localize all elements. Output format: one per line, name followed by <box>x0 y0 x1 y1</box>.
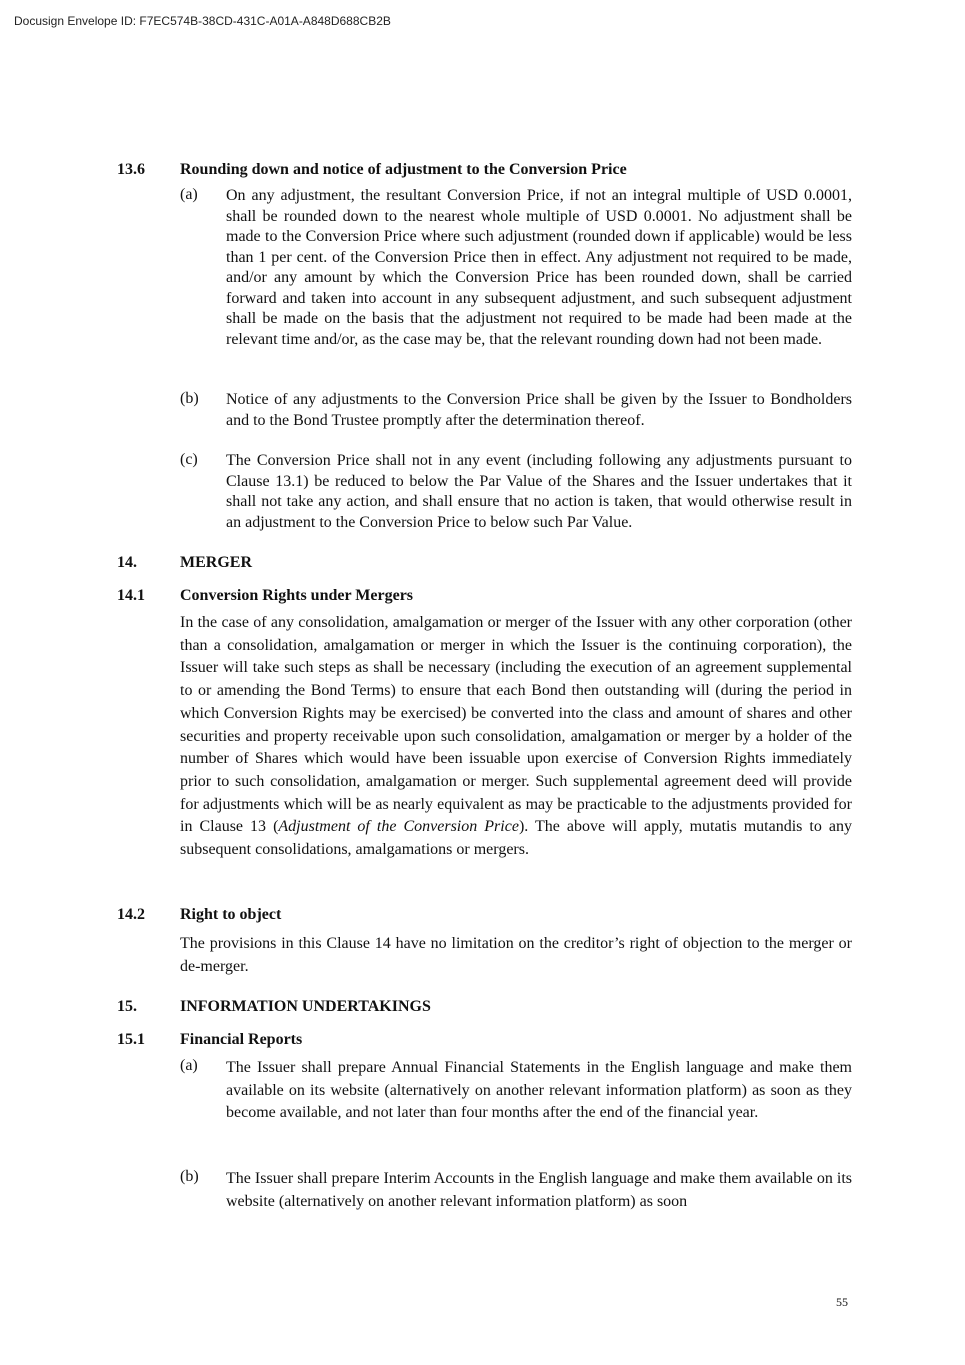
section-14-2-heading <box>117 905 281 925</box>
clause-15-1-a <box>180 1057 852 1125</box>
clause-13-6-c <box>180 451 852 533</box>
clause-reference-title: Adjustment of the Conversion Price <box>278 818 519 836</box>
docusign-envelope-id: Docusign Envelope ID: F7EC574B-38CD-431C-A01A-A848D688CB2B <box>14 14 391 28</box>
section-15-heading <box>117 997 431 1017</box>
section-15-1-heading <box>117 1030 302 1050</box>
section-title: Right to object <box>180 906 282 923</box>
clause-13-6-b <box>180 390 852 431</box>
item-text: The Issuer shall prepare Interim Accounts in the English language and make them available on its website (alternatively on another relevant information platform) as soon <box>226 1170 852 1210</box>
item-text: Notice of any adjustments to the Conversion Price shall be given by the Issuer to Bondholders and to the Bond Trustee promptly after the determination thereof. <box>226 391 852 429</box>
section-number: 15. <box>117 998 137 1015</box>
section-number: 13.6 <box>117 161 145 178</box>
section-title: INFORMATION UNDERTAKINGS <box>180 998 431 1015</box>
section-title: MERGER <box>180 554 252 571</box>
item-label: (b) <box>180 390 199 407</box>
item-text: The Conversion Price shall not in any event (including following any adjustments pursuant to Clause 13.1) be reduced to below the Par Value of the Shares and the Issuer undertakes that it shall not take any action, and shall ensure that no action is taken, that would otherwise result in an adjustment to the Conversion Price to below such Par Value. <box>226 452 852 531</box>
section-13-6-heading <box>117 160 627 180</box>
section-number: 15.1 <box>117 1031 145 1048</box>
clause-text-end: ). The above will apply, mutatis mutandis to any subsequent consolidations, amalgamations or mergers. <box>180 818 852 859</box>
section-title: Rounding down and notice of adjustment to the Conversion Price <box>180 161 627 178</box>
item-label: (a) <box>180 1057 198 1074</box>
item-label: (c) <box>180 451 198 468</box>
section-number: 14. <box>117 554 137 571</box>
clause-text: In the case of any consolidation, amalgamation or merger of the Issuer with any other corporation (other than a consolidation, amalgamation or merger in which the Issuer is the continuing corporation), the Issuer will take such steps as shall be necessary (including the execution of an agreement supplemental to or amending the Bond Terms) to ensure that each Bond then outstanding will (during the period in which Conversion Rights may be exercised) be converted into the class and amount of shares and other securities and property receivable upon such consolidation, amalgamation or merger by a holder of the number of Shares which would have been issuable upon exercise of Conversion Rights immediately prior to such consolidation, amalgamation or merger. Such supplemental agreement deed will provide for adjustments which will be as nearly equivalent as may be practicable to the adjustments provided for in Clause 13 ( <box>180 614 852 836</box>
page-number: 55 <box>836 1295 848 1309</box>
clause-15-1-b <box>180 1168 852 1213</box>
clause-13-6-a <box>180 186 852 350</box>
clause-14-1-text <box>180 612 852 862</box>
section-14-1-heading <box>117 586 413 606</box>
item-text: On any adjustment, the resultant Conversion Price, if not an integral multiple of USD 0.0001, shall be rounded down to the nearest whole multiple of USD 0.0001. No adjustment shall be made to the Conversion Price where such adjustment (rounded down if applicable) would be less than 1 per cent. of the Conversion Price then in effect. Any adjustment not required to be made, and/or any amount by which the Conversion Price has been rounded down, shall be carried forward and taken into account in any subsequent adjustment, and such subsequent adjustment shall be made on the basis that the adjustment not required to be made had been made at the relevant time and/or, as the case may be, that the relevant rounding down had not been made. <box>226 187 852 348</box>
section-title: Conversion Rights under Mergers <box>180 587 414 604</box>
section-number: 14.2 <box>117 906 145 923</box>
section-title: Financial Reports <box>180 1031 303 1048</box>
clause-14-2-text: The provisions in this Clause 14 have no limitation on the creditor’s right of objection to the merger or de-merger. <box>180 935 852 975</box>
item-label: (a) <box>180 186 198 203</box>
item-text: The Issuer shall prepare Annual Financial Statements in the English language and make them available on its website (alternatively on another relevant information platform) as soon as they become available, and not later than four months after the end of the financial year. <box>226 1059 852 1122</box>
item-label: (b) <box>180 1168 199 1185</box>
section-14-heading <box>117 553 252 573</box>
section-number: 14.1 <box>117 587 145 604</box>
